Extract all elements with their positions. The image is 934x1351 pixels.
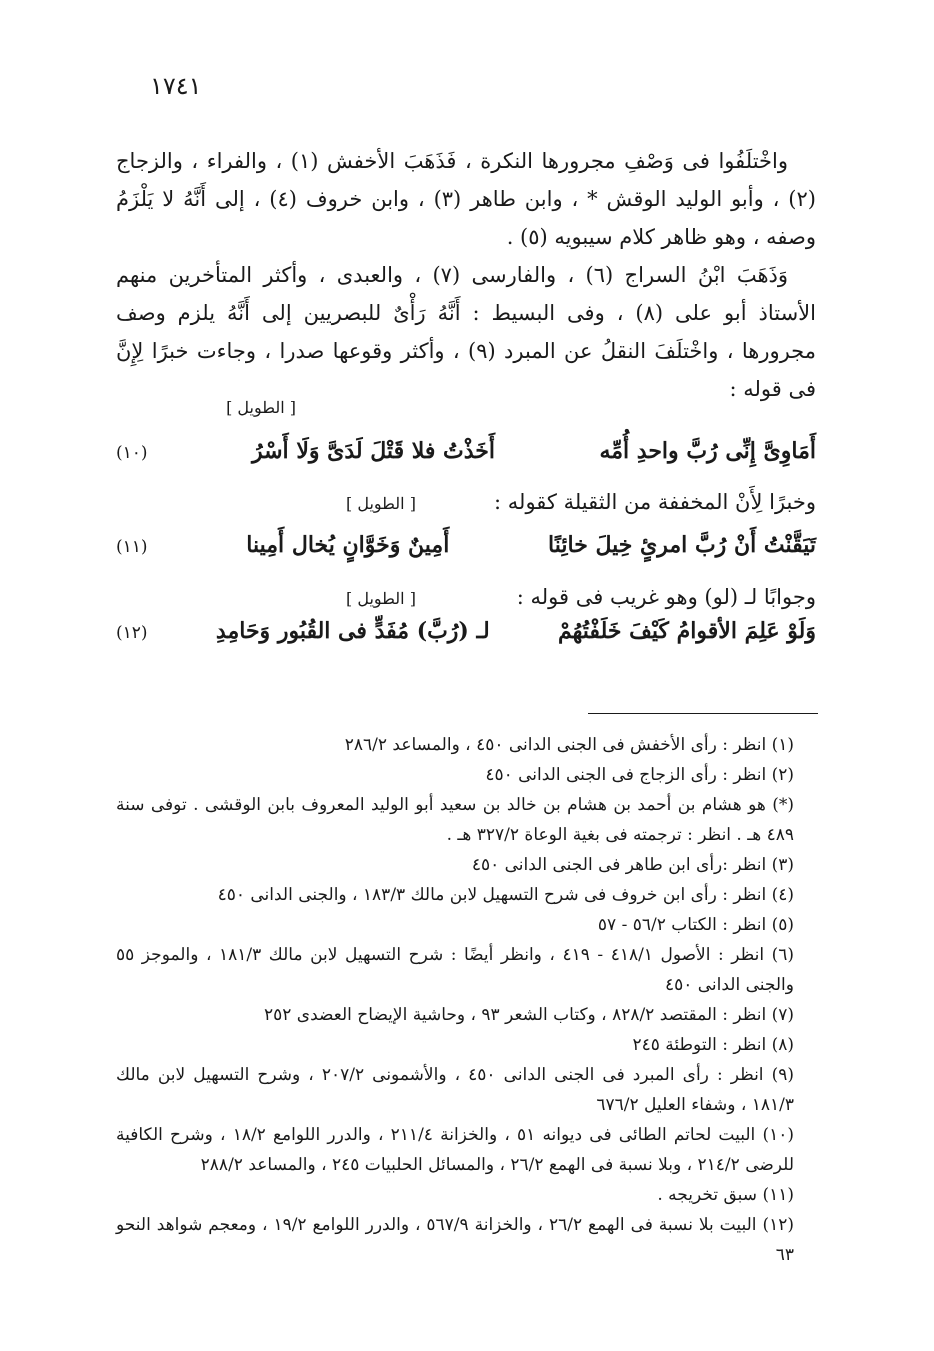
verse-2-footnote-ref: (١١) [116,537,148,557]
verse-2 [116,532,816,558]
footnote-9: (٩) انظر : رأى المبرد فى الجنى الدانى ٤٥٠ ، والأشمونى ٢٠٧/٢ ، وشرح التسهيل لابن مالك ١٨١/٣ ، وشفاء العليل ٦٧٦/٢ [116,1065,794,1115]
paragraph-2: وَذَهَبَ ابْنُ السراج (٦) ، والفارسى (٧) ، والعبدى ، وأكثر المتأخرين منهم الأستاذ أبو على (٨) ، وفى البسيط : أَنَّهُ رَأْىٌ للبصريين إلى أَنَّهُ يلزم وصف مجرورها ، واخْتلَفَ النقلُ عن المبرد (٩) ، وأكثر وقوعها صدرا ، وجاءت خبرًا لِإِنَّ فى قوله : [116,263,816,401]
footnote-12: (١٢) البيت بلا نسبة فى الهمع ٢٦/٢ ، والخزانة ٥٦٧/٩ ، والدرر اللوامع ١٩/٢ ، ومعجم شواهد النحو ٦٣ [116,1215,794,1265]
footnote-7: (٧) انظر : المقتصد ٨٢٨/٢ ، وكتاب الشعر ٩٣ ، وحاشية الإيضاح العضدى ٢٥٢ [264,1005,794,1025]
jawab-line [116,585,816,609]
verse-2-second-hemistich: أَمِينٌ وَخَوَّانٍ يُخال أَمِينا [246,532,450,558]
footnote-6: (٦) انظر : الأصول ٤١٨/١ - ٤١٩ ، وانظر أيضًا : شرح التسهيل لابن مالك ١٨١/٣ ، والموجز ٥٥ والجنى الدانى ٤٥٠ [116,945,795,995]
footnote-5: (٥) انظر : الكتاب ٥٦/٢ - ٥٧ [597,915,794,935]
verse-3-second-hemistich: لـ (رُبَّ) مُفَدٍّ فى القُبُور وَحَامِدِ [215,618,490,644]
verse-1-first-hemistich: أَمَاوِىَّ إِنِّى رُبَّ واحدِ أُمِّه [599,438,816,464]
footnote-star: (*) هو هشام بن أحمد بن هشام بن خالد بن سعيد أبو الوليد المعروف بابن الوقشى . توفى سنة ٤٨٩ هـ . انظر : ترجمته فى بغية الوعاة ٣٢٧/٢ هـ . [116,795,794,845]
verse-1 [116,438,816,464]
meter-label-3: [ الطويل ] [346,589,416,608]
footnote-1: (١) انظر : رأى الأخفش فى الجنى الدانى ٤٥٠ ، والمساعد ٢٨٦/٢ [344,735,794,755]
verse-3 [116,618,816,644]
verse-2-first-hemistich: تَيَقَّنْتُ أَنْ رُبَّ امرئٍ خِيلَ خائِنًا [548,532,816,558]
meter-label-2: [ الطويل ] [346,494,416,513]
footnote-4: (٤) انظر : رأى ابن خروف فى شرح التسهيل لابن مالك ١٨٣/٣ ، والجنى الدانى ٤٥٠ [217,885,794,905]
page-number: ١٧٤١ [150,72,202,100]
meter-label-1: [ الطويل ] [226,398,296,417]
footnote-10: (١٠) البيت لحاتم الطائى فى ديوانه ٥١ ، والخزانة ٢١١/٤ ، والدرر اللوامع ١٨/٢ ، وشرح الكافية للرضى ٢١٤/٢ ، وبلا نسبة فى الهمع ٢٦/٢ ، والمسائل الحلبيات ٢٤٥ ، والمساعد ٢٨٨/٢ [116,1125,794,1175]
verse-3-footnote-ref: (١٢) [116,623,148,643]
verse-3-first-hemistich: وَلَوْ عَلِمَ الأقوامُ كَيْفَ خَلَفْتُهُمْ [558,618,816,644]
jawab-text: وجوابًا لـ (لو) وهو غريب فى قوله : [516,585,816,609]
khabar-line [116,490,816,514]
verse-1-second-hemistich: أَخَذْتُ فلا قَتْلَ لَدَىَّ وَلَا أَسْرُ [251,438,496,464]
footnote-2: (٢) انظر : رأى الزجاج فى الجنى الدانى ٤٥٠ [485,765,794,785]
footnote-11: (١١) سبق تخريجه . [657,1185,794,1205]
paragraph-1: واخْتلَفُوا فى وَصْفِ مجرورها النكرة ، فَذَهَبَ الأخفش (١) ، والفراء ، والزجاج (٢) ، وأبو الوليد الوقش * ، وابن طاهر (٣) ، وابن خروف (٤) ، إلى أَنَّهُ لا يَلْزَمُ وصفه ، وهو ظاهر كلام سيبويه (٥) . [116,149,816,249]
main-text [116,142,816,408]
footnotes [116,730,816,1270]
verse-1-footnote-ref: (١٠) [116,443,148,463]
khabar-text: وخبرًا لِأَنْ المخففة من الثقيلة كقوله : [494,490,816,514]
footnote-8: (٨) انظر : التوطئة ٢٤٥ [632,1035,794,1055]
footnote-separator [588,713,818,714]
footnote-3: (٣) انظر :رأى ابن طاهر فى الجنى الدانى ٤٥٠ [471,855,794,875]
